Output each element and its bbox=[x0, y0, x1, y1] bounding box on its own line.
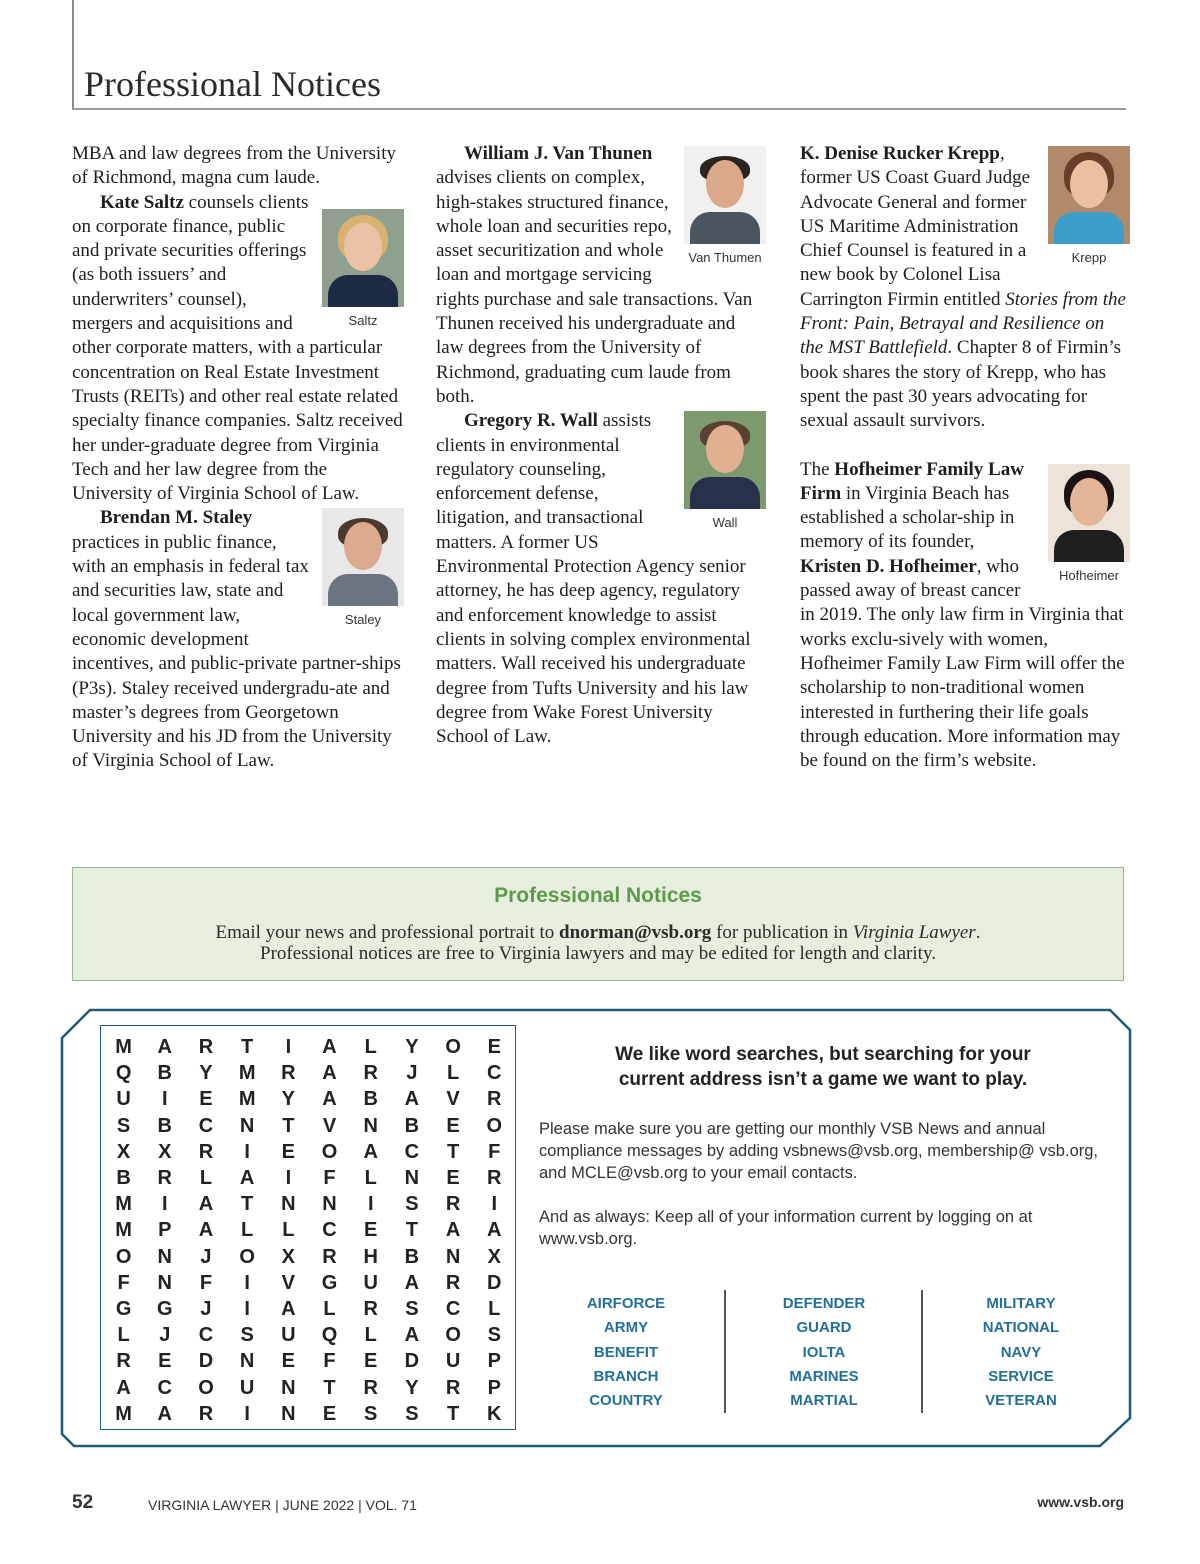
word-search-heading: We like word searches, but searching for your current address isn’t a game we want to play. bbox=[615, 1044, 1031, 1090]
grid-letter: R bbox=[322, 1245, 337, 1268]
word-list-item: SERVICE bbox=[988, 1367, 1054, 1385]
grid-letter: M bbox=[115, 1402, 132, 1425]
notice-box-line1: Email your news and professional portrait to dnorman@vsb.org for publication in Virginia Lawyer. bbox=[215, 922, 981, 943]
grid-letter: K bbox=[487, 1402, 502, 1425]
column-1 bbox=[72, 142, 404, 774]
grid-letter: U bbox=[281, 1324, 296, 1347]
grid-letter: E bbox=[364, 1350, 378, 1373]
word-list-item: MARINES bbox=[789, 1367, 859, 1385]
grid-letter: Q bbox=[321, 1324, 338, 1347]
grid-letter: I bbox=[285, 1036, 292, 1058]
grid-row bbox=[103, 1034, 515, 1060]
grid-letter: V bbox=[446, 1088, 460, 1111]
grid-row bbox=[103, 1296, 515, 1322]
grid-letter: C bbox=[445, 1298, 461, 1320]
grid-letter: J bbox=[159, 1324, 171, 1347]
hofheimer-notice: The Hofheimer Family Law Firm in Virginia Beach has established a scholar-ship in memory of its founder, Kristen D. Hofheimer, who passed away of breast cancer in 2019. The only law firm in Virginia that works exclu-sively with women, Hofheimer Family Law Firm will offer the scholarship to non-traditional women interested in furthering their life goals through education. More information may be found on the firm’s website. bbox=[800, 458, 1125, 772]
grid-letter: J bbox=[200, 1298, 212, 1320]
grid-letter: F bbox=[488, 1140, 501, 1163]
grid-letter: S bbox=[240, 1324, 254, 1347]
grid-letter: I bbox=[244, 1298, 250, 1320]
word-list-item: BRANCH bbox=[593, 1367, 659, 1385]
word-list-column-3 bbox=[931, 1292, 1111, 1413]
saltz-name: Kate Saltz bbox=[100, 191, 184, 213]
grid-letter: O bbox=[239, 1245, 255, 1268]
saltz-notice: Kate Saltz counsels clients on corporate finance, public and private securities offerings (as both issuers’ and underwriters’ counsel), mergers and acquisitions and other corporate matters, with a particular concentration on Real Estate Investment Trusts (REITs) and other real estate related specialty finance companies. Saltz received her under-graduate degree from Virginia Tech and her law degree from the University of Virginia School of Law. bbox=[72, 191, 403, 505]
grid-letter: C bbox=[198, 1324, 214, 1347]
grid-letter: L bbox=[282, 1219, 295, 1242]
grid-letter: A bbox=[198, 1219, 214, 1242]
grid-letter: S bbox=[405, 1402, 419, 1425]
grid-letter: M bbox=[115, 1219, 132, 1242]
staley-name: Brendan M. Staley bbox=[100, 507, 253, 529]
vanthunen-name: William J. Van Thunen bbox=[464, 143, 653, 164]
grid-letter: N bbox=[404, 1167, 420, 1189]
grid-letter: R bbox=[198, 1140, 214, 1163]
saltz-photo bbox=[322, 209, 404, 329]
grid-letter: P bbox=[487, 1350, 501, 1373]
notice-box-line2: Professional notices are free to Virginia lawyers and may be edited for length and clarity. bbox=[260, 943, 936, 964]
grid-letter: T bbox=[405, 1219, 419, 1242]
grid-letter: S bbox=[405, 1298, 419, 1320]
grid-letter: L bbox=[446, 1062, 460, 1085]
grid-letter: B bbox=[116, 1167, 131, 1189]
grid-letter: I bbox=[162, 1088, 168, 1111]
grid-letter: N bbox=[239, 1114, 255, 1137]
grid-letter: R bbox=[487, 1167, 502, 1189]
grid-row bbox=[103, 1348, 515, 1374]
page-title: Professional Notices bbox=[84, 64, 381, 104]
grid-letter: H bbox=[363, 1245, 378, 1268]
grid-letter: I bbox=[285, 1167, 292, 1189]
grid-row bbox=[103, 1139, 515, 1165]
staley-caption: Staley bbox=[344, 612, 382, 628]
grid-letter: T bbox=[446, 1402, 460, 1425]
grid-letter: C bbox=[404, 1140, 420, 1163]
grid-letter: E bbox=[364, 1219, 378, 1242]
grid-letter: F bbox=[199, 1271, 213, 1294]
hofheimer-photo bbox=[1048, 464, 1130, 584]
grid-letter: U bbox=[445, 1350, 461, 1373]
grid-letter: N bbox=[322, 1193, 337, 1216]
grid-letter: M bbox=[115, 1036, 132, 1058]
grid-row bbox=[103, 1165, 515, 1191]
grid-row bbox=[103, 1375, 515, 1401]
grid-row bbox=[103, 1401, 515, 1427]
grid-letter: I bbox=[244, 1140, 250, 1163]
grid-letter: R bbox=[487, 1088, 502, 1111]
grid-letter: Q bbox=[115, 1062, 132, 1085]
grid-row bbox=[103, 1113, 515, 1139]
grid-letter: A bbox=[116, 1376, 131, 1399]
word-list-item: DEFENDER bbox=[782, 1295, 866, 1312]
grid-letter: U bbox=[239, 1376, 255, 1399]
grid-letter: O bbox=[486, 1114, 503, 1137]
grid-letter: E bbox=[199, 1088, 213, 1111]
grid-letter: L bbox=[364, 1324, 377, 1347]
grid-letter: A bbox=[363, 1140, 378, 1163]
staley-notice: Brendan M. Staley practices in public finance, with an emphasis in federal tax and securities law, state and local government law, economic development incentives, and public-private partner-ships (P3s). Staley received undergradu-ate and master’s degrees from Georgetown University and his JD from the University of Virginia School of Law. bbox=[72, 507, 401, 772]
grid-letter: N bbox=[239, 1350, 255, 1373]
grid-letter: N bbox=[281, 1193, 296, 1216]
word-list-item: AIRFORCE bbox=[586, 1295, 666, 1312]
grid-letter: N bbox=[445, 1245, 461, 1268]
grid-letter: A bbox=[404, 1088, 420, 1111]
grid-letter: R bbox=[157, 1167, 172, 1189]
grid-letter: A bbox=[198, 1193, 214, 1216]
magazine-name: Virginia Lawyer bbox=[852, 922, 976, 943]
grid-letter: F bbox=[117, 1271, 130, 1294]
word-search-body-1: Please make sure you are getting our monthly VSB News and annual compliance messages by adding vsbnews@vsb.org, membership@ vsb.org, and MCLE@vsb.org to your email contacts. bbox=[539, 1120, 1099, 1182]
footer-magazine: VIRGINIA LAWYER | JUNE 2022 | VOL. 71 bbox=[148, 1497, 417, 1513]
grid-letter: V bbox=[322, 1114, 337, 1137]
vanthunen-caption: Van Thumen bbox=[688, 250, 762, 265]
word-list-item: MARTIAL bbox=[790, 1392, 858, 1410]
grid-letter: A bbox=[322, 1036, 337, 1058]
grid-letter: O bbox=[321, 1140, 338, 1163]
grid-letter: A bbox=[445, 1219, 461, 1242]
grid-letter: Y bbox=[405, 1376, 419, 1399]
grid-letter: T bbox=[282, 1114, 295, 1137]
grid-row bbox=[103, 1217, 515, 1243]
footer-url[interactable]: www.vsb.org bbox=[1037, 1494, 1124, 1510]
book-title: Stories from the Front: Pain, Betrayal and Resilience on the MST Battlefield bbox=[800, 288, 1126, 359]
hofheimer-caption: Hofheimer bbox=[1059, 567, 1119, 583]
grid-letter: M bbox=[115, 1193, 132, 1216]
grid-letter: E bbox=[322, 1402, 337, 1425]
grid-letter: T bbox=[446, 1140, 460, 1163]
word-list-item: GUARD bbox=[796, 1319, 852, 1337]
grid-letter: A bbox=[404, 1271, 420, 1294]
krepp-photo bbox=[1048, 146, 1130, 266]
grid-letter: M bbox=[238, 1062, 256, 1085]
krepp-caption: Krepp bbox=[1071, 250, 1107, 265]
word-search-grid bbox=[100, 1025, 516, 1430]
grid-letter: R bbox=[198, 1036, 214, 1058]
grid-letter: M bbox=[238, 1088, 256, 1111]
grid-letter: P bbox=[487, 1376, 501, 1399]
wall-photo bbox=[684, 411, 766, 531]
grid-letter: U bbox=[116, 1088, 131, 1111]
grid-letter: R bbox=[445, 1271, 461, 1294]
word-list-item: COUNTRY bbox=[589, 1392, 663, 1410]
grid-letter: I bbox=[244, 1271, 250, 1294]
vanthunen-notice: William J. Van Thunen advises clients on complex, high-stakes structured finance, whole loan and securities repo, asset securitization and whole loan and mortgage servicing rights purchase and sale transactions. Van Thunen received his undergraduate and law degrees from the University of Richmond, graduating cum laude from both. bbox=[436, 143, 753, 407]
grid-row bbox=[103, 1322, 515, 1348]
grid-letter: R bbox=[363, 1062, 378, 1085]
grid-letter: J bbox=[200, 1245, 212, 1268]
grid-letter: J bbox=[406, 1062, 418, 1085]
intro-text: MBA and law degrees from the University of Richmond, magna cum laude. bbox=[72, 143, 396, 189]
grid-letter: B bbox=[404, 1245, 420, 1268]
grid-row bbox=[103, 1060, 515, 1086]
grid-letter: C bbox=[157, 1376, 172, 1399]
wall-notice: Gregory R. Wall assists clients in environmental regulatory counseling, enforcement defense, litigation, and transactional matters. A former US Environmental Protection Agency senior attorney, he has deep agency, regulatory and enforcement knowledge to assist clients in solving complex environmental matters. Wall received his undergraduate degree from Tufts University and his law degree from Wake Forest University School of Law. bbox=[436, 410, 751, 748]
grid-letter: R bbox=[198, 1402, 214, 1425]
notice-box-title: Professional Notices bbox=[494, 884, 702, 907]
column-2 bbox=[436, 142, 766, 749]
grid-letter: N bbox=[363, 1114, 378, 1137]
grid-letter: A bbox=[239, 1167, 255, 1189]
grid-letter: A bbox=[404, 1324, 420, 1347]
grid-letter: Y bbox=[405, 1036, 419, 1058]
grid-letter: E bbox=[281, 1140, 296, 1163]
grid-letter: X bbox=[158, 1140, 172, 1163]
grid-letter: T bbox=[241, 1036, 254, 1058]
grid-letter: X bbox=[487, 1245, 501, 1268]
grid-letter: Y bbox=[281, 1088, 296, 1111]
grid-letter: I bbox=[244, 1402, 250, 1425]
grid-letter: S bbox=[405, 1193, 419, 1216]
word-list-item: ARMY bbox=[603, 1319, 649, 1337]
grid-letter: R bbox=[116, 1350, 131, 1373]
header-left-rule bbox=[72, 0, 74, 108]
word-list-item: VETERAN bbox=[985, 1392, 1057, 1410]
saltz-caption: Saltz bbox=[348, 312, 378, 328]
grid-letter: V bbox=[281, 1271, 296, 1294]
grid-letter: A bbox=[281, 1298, 296, 1320]
word-list-divider bbox=[724, 1290, 726, 1413]
grid-row bbox=[103, 1191, 515, 1217]
grid-letter: E bbox=[446, 1114, 460, 1137]
grid-letter: R bbox=[363, 1298, 378, 1320]
hofheimer-firm-name: Hofheimer Family Law Firm bbox=[800, 458, 1024, 504]
column-3 bbox=[800, 142, 1130, 773]
word-list-divider bbox=[921, 1290, 923, 1413]
grid-letter: L bbox=[199, 1167, 213, 1189]
grid-letter: Y bbox=[199, 1062, 213, 1085]
grid-letter: E bbox=[487, 1036, 501, 1058]
word-search-body-2: And as always: Keep all of your information current by logging on at www.vsb.org. bbox=[539, 1208, 1033, 1248]
grid-letter: B bbox=[363, 1088, 378, 1111]
vanthunen-photo bbox=[684, 146, 766, 266]
wall-name: Gregory R. Wall bbox=[464, 410, 598, 432]
grid-letter: I bbox=[491, 1193, 498, 1216]
wall-caption: Wall bbox=[712, 515, 738, 531]
grid-letter: B bbox=[404, 1114, 420, 1137]
grid-letter: N bbox=[157, 1245, 172, 1268]
word-list-item: BENEFIT bbox=[593, 1343, 659, 1361]
grid-letter: T bbox=[323, 1376, 336, 1399]
grid-letter: R bbox=[445, 1376, 461, 1399]
grid-letter: R bbox=[363, 1376, 378, 1399]
grid-letter: E bbox=[281, 1350, 296, 1373]
grid-letter: L bbox=[364, 1167, 377, 1189]
grid-letter: A bbox=[487, 1219, 502, 1242]
grid-letter: G bbox=[115, 1298, 132, 1320]
professional-notices-box bbox=[72, 867, 1124, 981]
grid-letter: X bbox=[116, 1140, 131, 1163]
grid-letter: B bbox=[157, 1062, 172, 1085]
grid-letter: C bbox=[487, 1062, 502, 1085]
word-list-column-1 bbox=[536, 1292, 716, 1413]
grid-letter: X bbox=[281, 1245, 296, 1268]
grid-letter: U bbox=[363, 1271, 378, 1294]
grid-letter: A bbox=[157, 1402, 172, 1425]
grid-letter: O bbox=[115, 1245, 132, 1268]
grid-letter: L bbox=[323, 1298, 336, 1320]
grid-letter: O bbox=[445, 1036, 461, 1058]
grid-letter: E bbox=[158, 1350, 172, 1373]
grid-row bbox=[103, 1086, 515, 1112]
grid-letter: A bbox=[322, 1088, 337, 1111]
krepp-notice: K. Denise Rucker Krepp, former US Coast Guard Judge Advocate General and former US Maritime Administration Chief Counsel is featured in a new book by Colonel Lisa Carrington Firmin entitled Stories from the Front: Pain, Betrayal and Resilience on the MST Battlefield. Chapter 8 of Firmin’s book shares the story of Krepp, who has spent the past 30 years advocating for sexual assault survivors. bbox=[800, 143, 1126, 432]
grid-letter: I bbox=[367, 1193, 374, 1216]
grid-letter: P bbox=[158, 1219, 172, 1242]
krepp-name: K. Denise Rucker Krepp bbox=[800, 143, 1000, 164]
notice-email-link[interactable]: dnorman@vsb.org bbox=[559, 922, 712, 943]
grid-letter: S bbox=[364, 1402, 378, 1425]
grid-letter: R bbox=[445, 1193, 461, 1216]
grid-row bbox=[103, 1270, 515, 1296]
grid-letter: L bbox=[117, 1324, 130, 1347]
grid-letter: D bbox=[487, 1271, 502, 1294]
grid-letter: D bbox=[198, 1350, 214, 1373]
grid-letter: C bbox=[198, 1114, 214, 1137]
grid-letter: T bbox=[241, 1193, 254, 1216]
grid-letter: I bbox=[162, 1193, 168, 1216]
word-list-item: MILITARY bbox=[986, 1295, 1056, 1312]
grid-letter: S bbox=[116, 1114, 131, 1137]
grid-letter: G bbox=[321, 1271, 338, 1294]
word-list-column-2 bbox=[734, 1292, 914, 1413]
grid-letter: B bbox=[157, 1114, 172, 1137]
grid-letter: L bbox=[241, 1219, 254, 1242]
grid-letter: L bbox=[364, 1036, 377, 1058]
grid-letter: A bbox=[157, 1036, 172, 1058]
grid-letter: D bbox=[404, 1350, 420, 1373]
header-rule bbox=[72, 108, 1126, 110]
grid-letter: L bbox=[488, 1298, 501, 1320]
grid-letter: O bbox=[198, 1376, 214, 1399]
page-number: 52 bbox=[72, 1492, 94, 1513]
grid-letter: S bbox=[487, 1324, 501, 1347]
hofheimer-founder-name: Kristen D. Hofheimer bbox=[800, 555, 977, 577]
staley-photo bbox=[322, 508, 404, 628]
grid-letter: R bbox=[281, 1062, 296, 1085]
grid-letter: O bbox=[445, 1324, 461, 1347]
grid-letter: N bbox=[281, 1402, 296, 1425]
word-list-item: IOLTA bbox=[802, 1343, 846, 1361]
word-list-item: NAVY bbox=[1000, 1343, 1042, 1361]
grid-letter: F bbox=[323, 1350, 336, 1373]
grid-letter: N bbox=[157, 1271, 172, 1294]
word-list-item: NATIONAL bbox=[982, 1319, 1060, 1337]
grid-letter: N bbox=[281, 1376, 296, 1399]
grid-letter: E bbox=[446, 1167, 460, 1189]
grid-row bbox=[103, 1244, 515, 1270]
grid-letter: C bbox=[322, 1219, 337, 1242]
grid-letter: F bbox=[323, 1167, 336, 1189]
grid-letter: A bbox=[322, 1062, 337, 1085]
grid-letter: G bbox=[157, 1298, 173, 1320]
